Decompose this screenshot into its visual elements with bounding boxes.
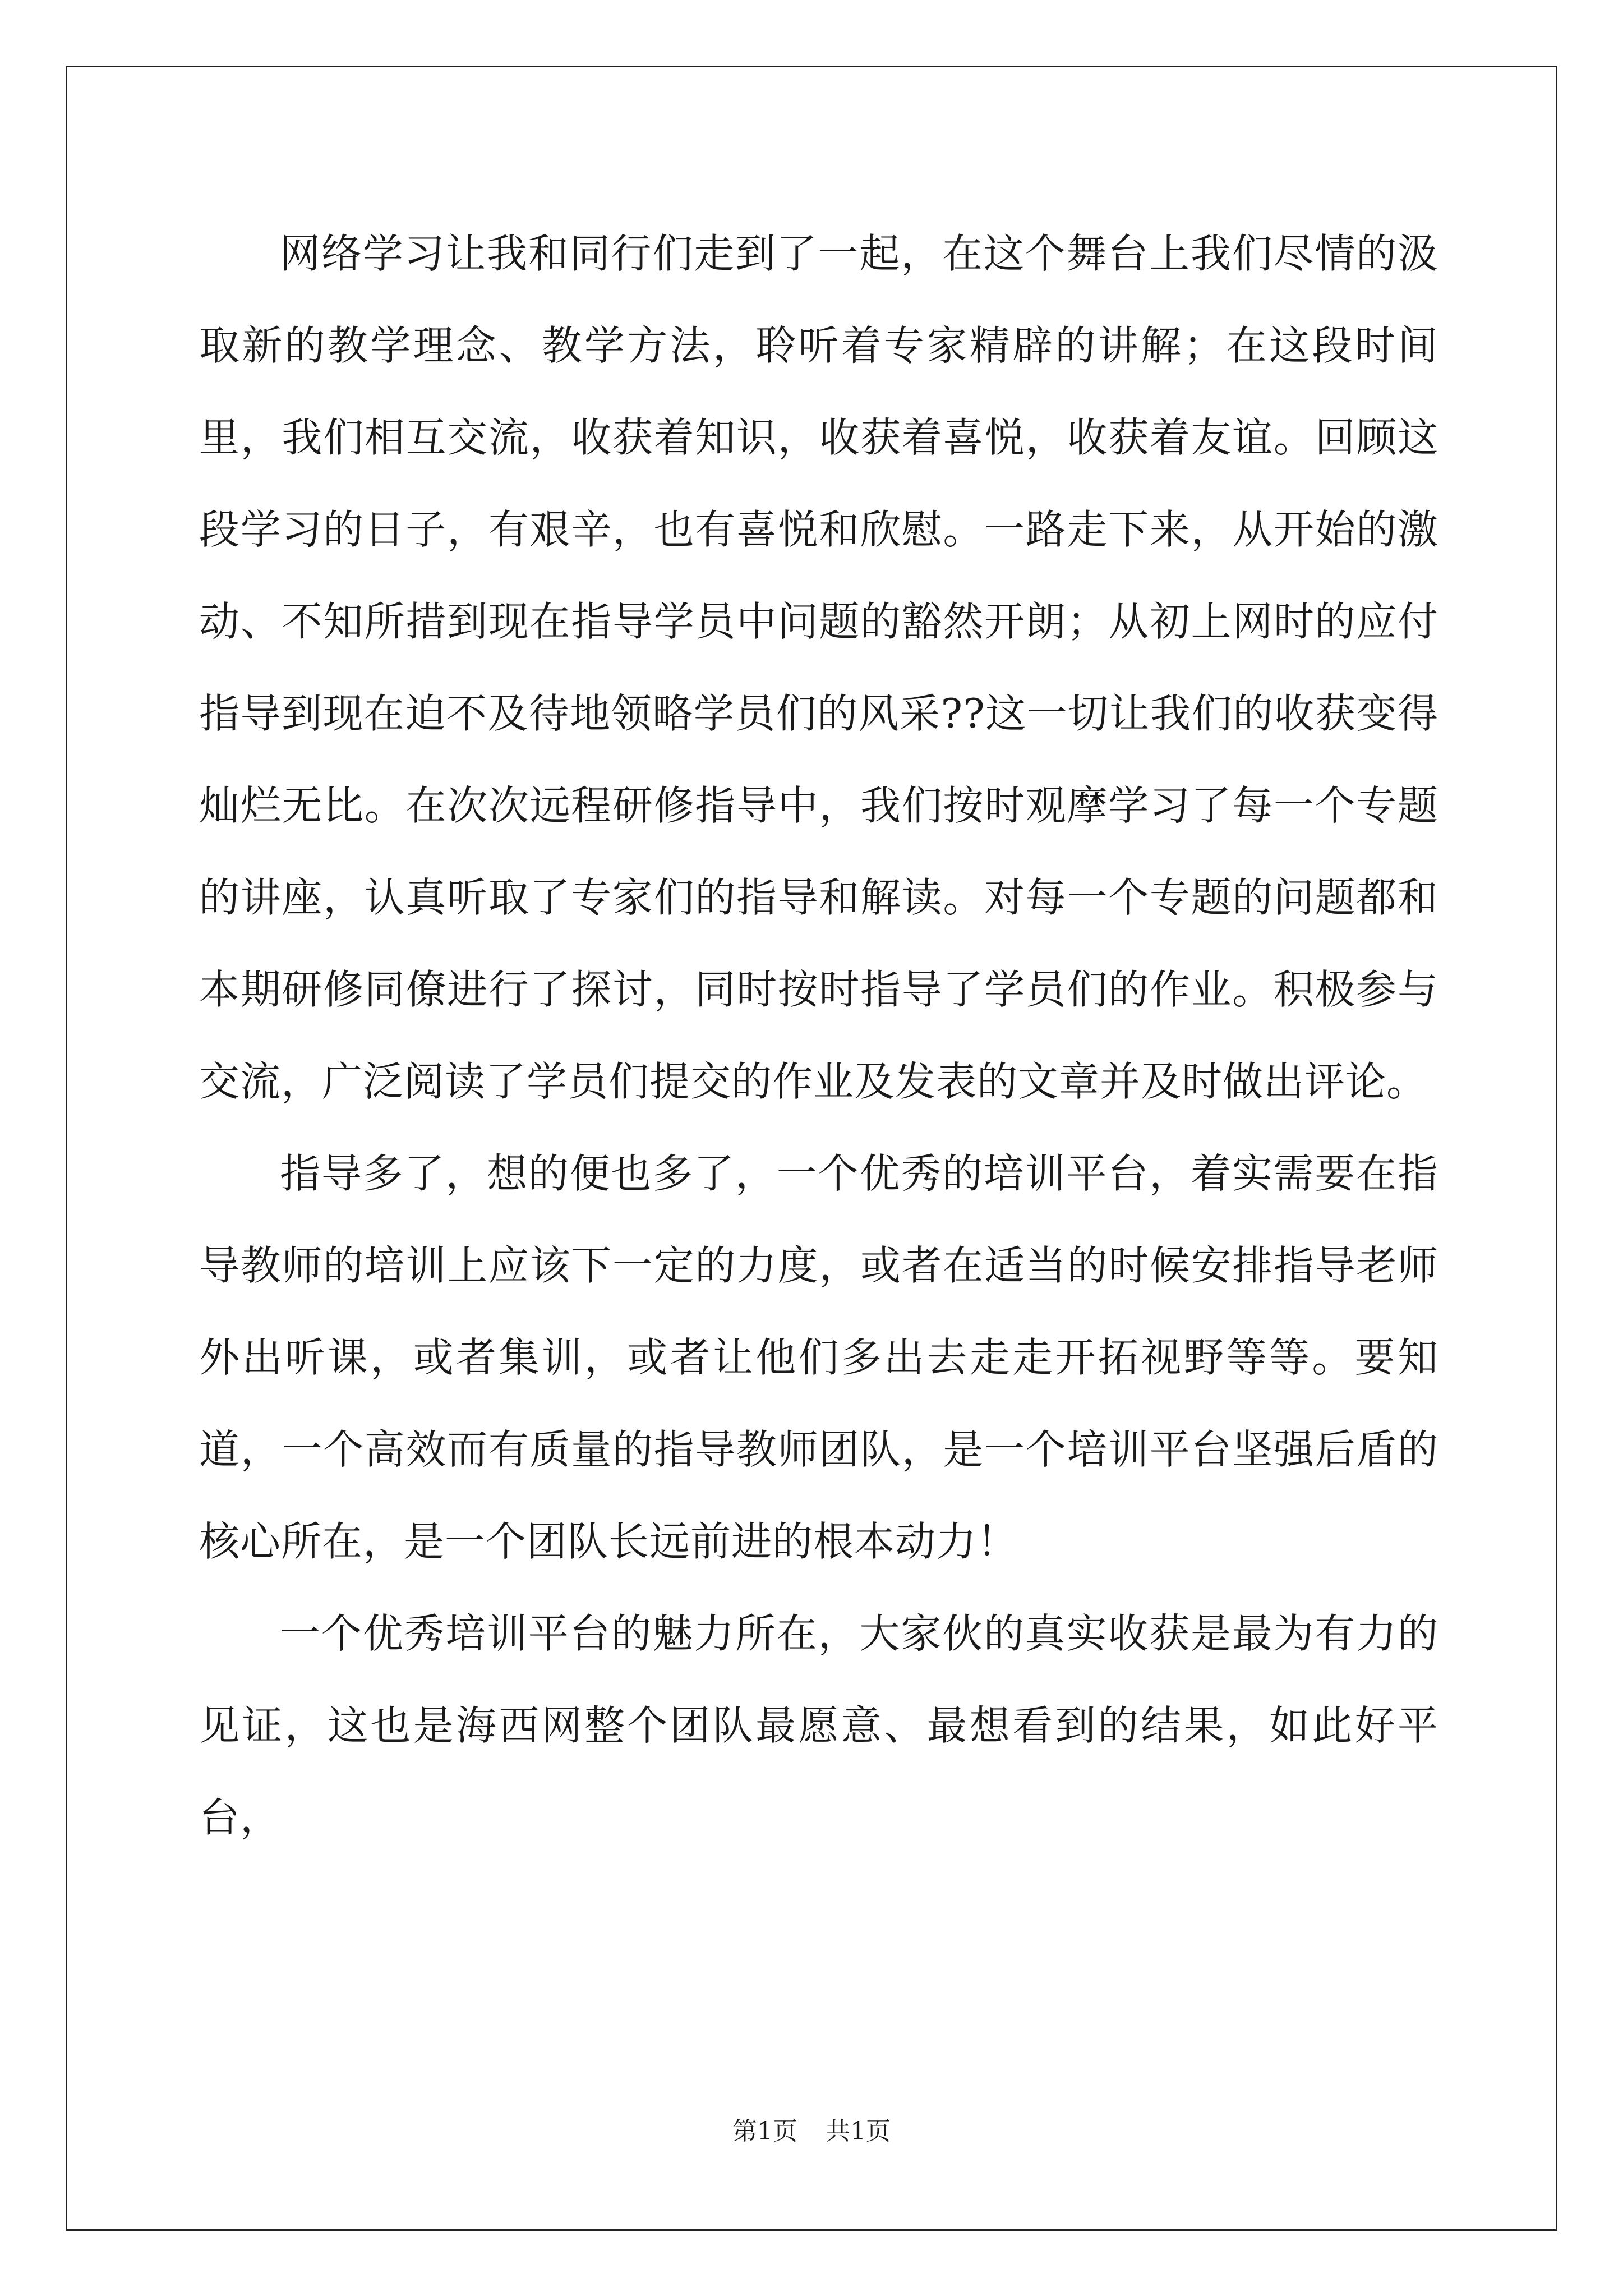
page-footer <box>0 2115 1623 2148</box>
page-total: 共1页 <box>826 2117 891 2146</box>
paragraph-1: 网络学习让我和同行们走到了一起，在这个舞台上我们尽情的汲取新的教学理念、教学方法，聆听着专家精辟的讲解；在这段时间里，我们相互交流，收获着知识，收获着喜悦，收获着友谊。回顾这段学习的日子，有艰辛，也有喜悦和欣慰。一路走下来，从开始的激动、不知所措到现在指导学员中问题的豁然开朗；从初上网时的应付指导到现在迫不及待地领略学员们的风采??这一切让我们的收获变得灿烂无比。在次次远程研修指导中，我们按时观摩学习了每一个专题的讲座，认真听取了专家们的指导和解读。对每一个专题的问题都和本期研修同僚进行了探讨，同时按时指导了学员们的作业。积极参与交流，广泛阅读了学员们提交的作业及发表的文章并及时做出评论。 <box>199 230 1438 1105</box>
document-body <box>199 208 1438 1864</box>
page-number: 第1页 <box>732 2117 797 2146</box>
paragraph-2: 指导多了，想的便也多了，一个优秀的培训平台，着实需要在指导教师的培训上应该下一定的力度，或者在适当的时候安排指导老师外出听课，或者集训，或者让他们多出去走走开拓视野等等。要知道，一个高效而有质量的指导教师团队，是一个培训平台坚强后盾的核心所在，是一个团队长远前进的根本动力！ <box>199 1150 1438 1565</box>
paragraph-3: 一个优秀培训平台的魅力所在，大家伙的真实收获是最为有力的见证，这也是海西网整个团队最愿意、最想看到的结果，如此好平台， <box>199 1610 1438 1841</box>
